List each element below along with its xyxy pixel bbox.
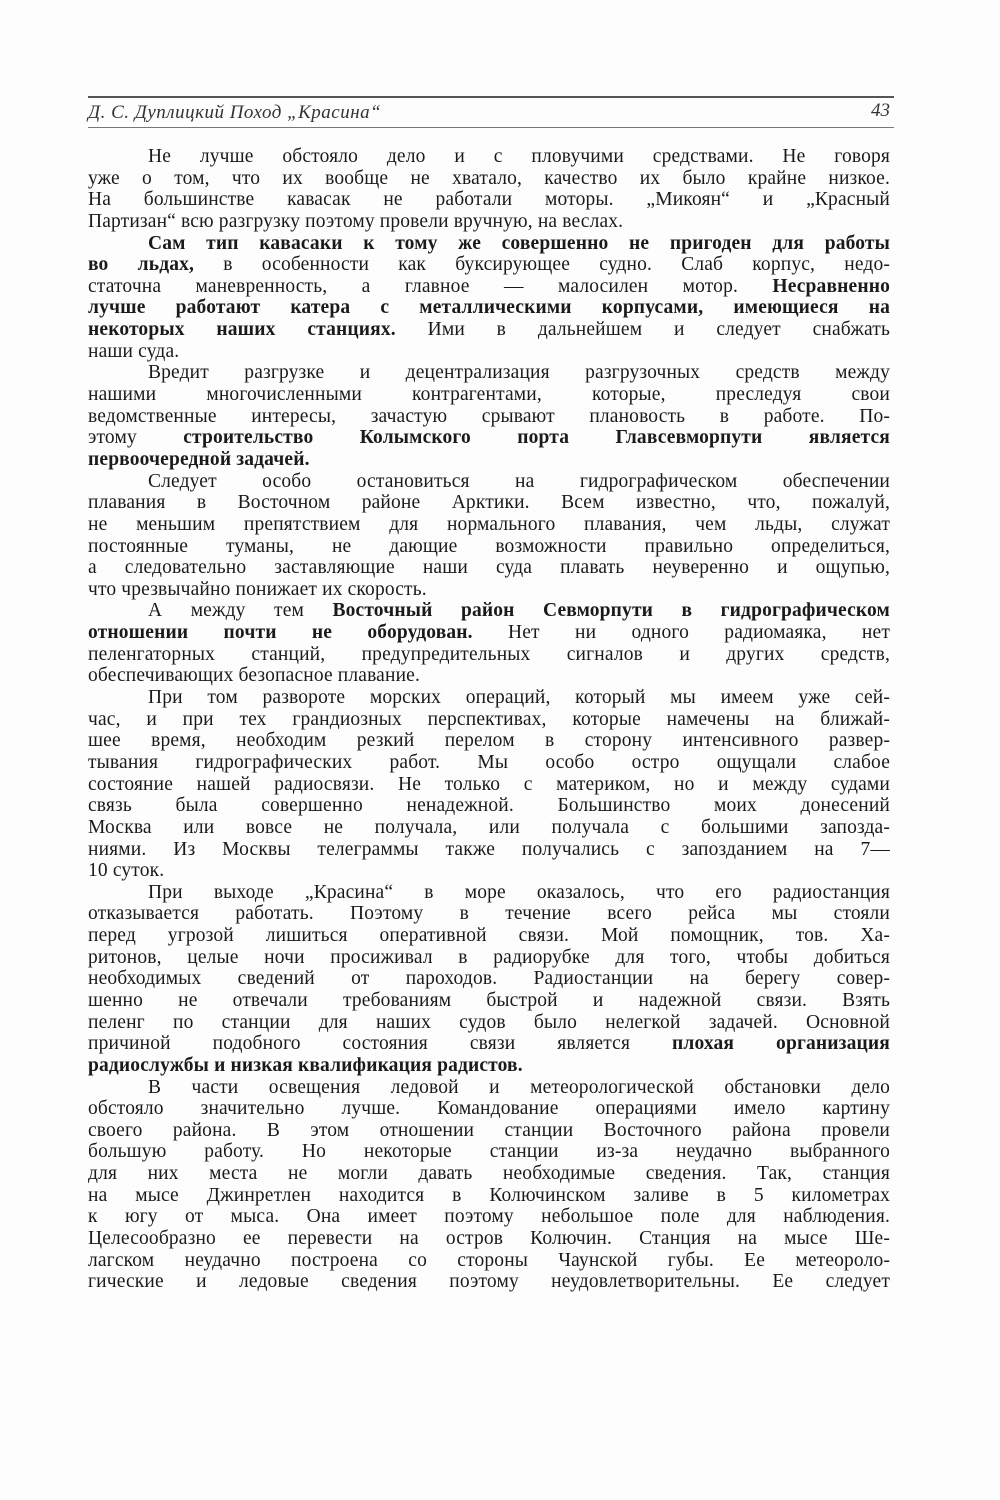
- text-line: [88, 1206, 890, 1228]
- bold-text: лучше работают катера с металлическими корпусами, имеющиеся на: [88, 297, 890, 319]
- text-run: Не лучше обстояло дело и с пловучими средствами. Не говоря: [148, 146, 890, 167]
- text-run: причиной подобного состояния связи является: [88, 1033, 672, 1055]
- text-line: [88, 189, 890, 211]
- text-line: [88, 665, 890, 687]
- text-run: на мысе Джинретлен находится в Колючинском заливе в 5 километрах: [88, 1184, 890, 1206]
- text-line: [88, 362, 890, 384]
- text-run: Целесообразно ее перевести на остров Колючин. Станция на мысе Ше-: [88, 1228, 890, 1250]
- text-line: [88, 297, 890, 319]
- paragraph: [88, 146, 890, 233]
- text-line: [88, 752, 890, 774]
- running-title: Д. С. Дуплицкий Поход „Красина“: [88, 102, 382, 123]
- text-run: При выходе „Красина“ в море оказалось, что его радиостанция: [148, 881, 890, 903]
- text-line: [88, 882, 890, 904]
- text-line: [88, 233, 890, 255]
- text-run: перед угрозой лишиться оперативной связи. Мой помощник, тов. Ха-: [88, 925, 890, 947]
- text-run: состояние нашей радиосвязи. Не только с материком, но и между судами: [88, 773, 890, 795]
- bold-text: Восточный район Севморпути в гидрографическом: [332, 600, 890, 622]
- text-line: [88, 146, 890, 168]
- text-line: [88, 839, 890, 861]
- paragraph: [88, 687, 890, 882]
- bold-text: некоторых наших станциях.: [88, 319, 396, 341]
- text-line: [88, 1055, 890, 1077]
- text-run: обстояло значительно лучше. Командование операциями имело картину: [88, 1098, 890, 1120]
- text-run: этому: [88, 427, 184, 449]
- text-line: [88, 514, 890, 536]
- text-run: своего района. В этом отношении станции Восточного района провели: [88, 1119, 890, 1141]
- text-run: в особенности как буксирующее судно. Слаб корпус, недо-: [194, 254, 890, 276]
- text-line: [88, 990, 890, 1012]
- text-run: При том развороте морских операций, который мы имеем уже сей-: [148, 687, 890, 709]
- text-run: Нет ни одного радиомаяка, нет: [472, 622, 890, 644]
- text-run: ведомственные интересы, зачастую срывают плановость в работе. По-: [88, 405, 890, 427]
- bold-text: Несравненно: [772, 275, 890, 297]
- bold-text: во льдах,: [88, 254, 195, 276]
- text-run: плавания в Восточном районе Арктики. Всем известно, что, пожалуй,: [88, 492, 890, 514]
- text-line: [88, 860, 890, 882]
- text-line: [88, 471, 890, 493]
- paragraph: [88, 882, 890, 1077]
- text-run: а следовательно заставляющие наши суда плавать неуверенно и ощупью,: [88, 557, 890, 579]
- text-run: Вредит разгрузке и децентрализация разгрузочных средств между: [148, 362, 890, 384]
- paragraph: [88, 233, 890, 363]
- paragraph: [88, 1077, 890, 1293]
- text-line: [88, 579, 890, 601]
- text-line: [88, 1077, 890, 1099]
- bold-text: строительство Колымского порта Главсевморпути является: [183, 427, 890, 449]
- text-line: [88, 730, 890, 752]
- header-rule-bottom: [88, 127, 894, 128]
- text-line: [88, 903, 890, 925]
- text-run: А между тем: [148, 600, 333, 622]
- text-line: [88, 709, 890, 731]
- paragraph: [88, 471, 890, 601]
- text-run: нашими многочисленными контрагентами, которые, преследуя свои: [88, 384, 890, 406]
- text-line: [88, 795, 890, 817]
- text-run: необходимых сведений от пароходов. Радиостанции на берегу совер-: [88, 968, 890, 990]
- text-run: пеленгаторных станций, предупредительных сигналов и других средств,: [88, 643, 890, 665]
- text-line: [88, 1163, 890, 1185]
- text-run: ниями. Из Москвы телеграммы также получались с запозданием на 7—: [88, 838, 890, 860]
- text-line: [88, 557, 890, 579]
- text-run: связь была совершенно ненадежной. Большинство моих донесений: [88, 795, 890, 817]
- text-run: шенно не отвечали требованиям быстрой и надежной связи. Взять: [88, 989, 890, 1011]
- text-line: [88, 1120, 890, 1142]
- text-line: [88, 492, 890, 514]
- text-run: не меньшим препятствием для нормального плавания, чем льды, служат: [88, 513, 890, 535]
- text-line: [88, 1033, 890, 1055]
- text-line: [88, 168, 890, 190]
- text-line: [88, 341, 890, 363]
- text-run: 10 суток.: [88, 860, 165, 882]
- text-run: к югу от мыса. Она имеет поэтому небольшое поле для наблюдения.: [88, 1206, 890, 1228]
- text-run: ритонов, целые ночи просиживал в радиорубке для того, чтобы добиться: [88, 946, 890, 968]
- body-text: [88, 146, 890, 1293]
- text-line: [88, 968, 890, 990]
- text-line: [88, 254, 890, 276]
- text-line: [88, 276, 890, 298]
- text-run: Партизан“ всю разгрузку поэтому провели вручную, на веслах.: [88, 210, 624, 232]
- text-run: обеспечивающих безопасное плавание.: [88, 665, 420, 687]
- text-line: [88, 1012, 890, 1034]
- text-line: [88, 925, 890, 947]
- text-line: [88, 687, 890, 709]
- page-header: [88, 96, 894, 130]
- bold-text: радиослужбы и низкая квалификация радистов.: [88, 1054, 523, 1076]
- text-line: [88, 384, 890, 406]
- text-run: уже о том, что их вообще не хватало, качество их было крайне низкое.: [88, 167, 890, 189]
- text-run: постоянные туманы, не дающие возможности правильно определиться,: [88, 535, 890, 557]
- text-line: [88, 449, 890, 471]
- text-run: наши суда.: [88, 340, 180, 362]
- page-number: 43: [871, 100, 890, 121]
- text-line: [88, 1228, 890, 1250]
- text-run: час, и при тех грандиозных перспективах, которые намечены на ближай-: [88, 708, 890, 730]
- text-run: На большинстве кавасак не работали моторы. „Микоян“ и „Красный: [88, 189, 890, 211]
- text-run: лагском неудачно построена со стороны Чаунской губы. Ее метеороло-: [88, 1249, 890, 1271]
- text-line: [88, 622, 890, 644]
- text-line: [88, 211, 890, 233]
- text-line: [88, 644, 890, 666]
- text-run: что чрезвычайно понижает их скорость.: [88, 578, 427, 600]
- text-line: [88, 600, 890, 622]
- text-line: [88, 1141, 890, 1163]
- text-line: [88, 774, 890, 796]
- text-line: [88, 1185, 890, 1207]
- text-run: Москва или вовсе не получала, или получала с большими запозда-: [88, 816, 890, 838]
- text-line: [88, 536, 890, 558]
- text-run: статочна маневренность, а главное — малосилен мотор.: [88, 275, 773, 297]
- text-line: [88, 427, 890, 449]
- text-line: [88, 817, 890, 839]
- text-run: Ими в дальнейшем и следует снабжать: [395, 319, 891, 341]
- text-run: большую работу. Но некоторые станции из-за неудачно выбранного: [88, 1141, 890, 1163]
- bold-text: Сам тип кавасаки к тому же совершенно не пригоден для работы: [148, 232, 890, 254]
- text-run: шее время, необходим резкий перелом в сторону интенсивного развер-: [88, 730, 890, 752]
- text-run: В части освещения ледовой и метеорологической обстановки дело: [148, 1076, 890, 1098]
- text-run: Следует особо остановиться на гидрографическом обеспечении: [148, 470, 890, 492]
- text-run: отказывается работать. Поэтому в течение всего рейса мы стояли: [88, 903, 890, 925]
- bold-text: первоочередной задачей.: [88, 448, 310, 470]
- header-rule-top: [88, 96, 894, 98]
- text-line: [88, 1098, 890, 1120]
- text-run: тывания гидрографических работ. Мы особо остро ощущали слабое: [88, 751, 890, 773]
- text-line: [88, 1250, 890, 1272]
- text-line: [88, 406, 890, 428]
- text-line: [88, 319, 890, 341]
- text-run: для них места не могли давать необходимые сведения. Так, станция: [88, 1163, 890, 1185]
- text-line: [88, 1271, 890, 1293]
- text-line: [88, 947, 890, 969]
- text-run: гические и ледовые сведения поэтому неудовлетворительны. Ее следует: [88, 1271, 890, 1293]
- paragraph: [88, 362, 890, 470]
- bold-text: плохая организация: [672, 1033, 890, 1055]
- text-run: пеленг по станции для наших судов было нелегкой задачей. Основной: [88, 1011, 890, 1033]
- paragraph: [88, 600, 890, 687]
- bold-text: отношении почти не оборудован.: [88, 622, 473, 644]
